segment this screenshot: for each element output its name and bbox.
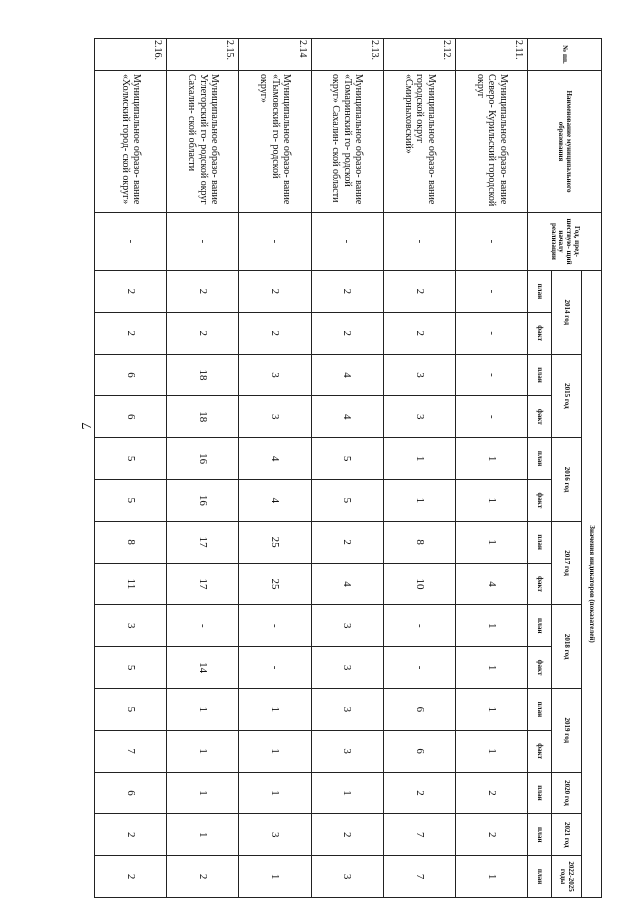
- indicator-value: 14: [167, 647, 239, 689]
- header-name: Наименование муниципального образования: [528, 71, 602, 213]
- indicator-value: 8: [383, 521, 455, 563]
- indicator-value: 3: [239, 354, 311, 396]
- indicator-value: -: [383, 605, 455, 647]
- indicator-value: 3: [311, 647, 383, 689]
- indicator-value: 1: [383, 479, 455, 521]
- indicator-value: 3: [95, 605, 167, 647]
- indicator-value: 1: [167, 730, 239, 772]
- indicator-value: 6: [383, 688, 455, 730]
- indicator-value: 25: [239, 563, 311, 605]
- indicator-value: 3: [383, 354, 455, 396]
- indicator-value: 1: [239, 688, 311, 730]
- indicator-value: 18: [167, 354, 239, 396]
- header-year: 2017 год: [552, 521, 582, 605]
- base-year-value: -: [95, 213, 167, 271]
- indicator-value: 1: [455, 438, 527, 480]
- indicator-value: 17: [167, 563, 239, 605]
- indicator-value: 2: [239, 271, 311, 313]
- indicators-table: [94, 38, 602, 898]
- header-plan: план: [528, 772, 552, 814]
- indicator-value: 2: [95, 271, 167, 313]
- header-year: 2014 год: [552, 271, 582, 355]
- table-row: [239, 39, 311, 898]
- indicator-value: 16: [167, 479, 239, 521]
- indicator-value: 1: [455, 856, 527, 898]
- table-row: [383, 39, 455, 898]
- indicator-value: 3: [311, 688, 383, 730]
- indicator-value: 2: [311, 271, 383, 313]
- indicator-value: 5: [311, 438, 383, 480]
- indicator-value: 1: [167, 688, 239, 730]
- indicator-value: 4: [311, 396, 383, 438]
- indicator-value: 3: [311, 730, 383, 772]
- indicator-value: 18: [167, 396, 239, 438]
- row-number: 2.14: [239, 39, 311, 71]
- indicator-value: 1: [455, 479, 527, 521]
- indicator-value: 11: [95, 563, 167, 605]
- header-plan-year: 2021 год: [552, 814, 582, 856]
- indicator-value: 25: [239, 521, 311, 563]
- indicator-value: -: [239, 605, 311, 647]
- header-plan: план: [528, 814, 552, 856]
- header-plan: план: [528, 688, 552, 730]
- indicator-value: 4: [311, 354, 383, 396]
- indicator-value: 1: [455, 521, 527, 563]
- indicator-value: 2: [95, 814, 167, 856]
- indicator-value: 6: [95, 772, 167, 814]
- indicator-value: -: [167, 605, 239, 647]
- header-plan: план: [528, 856, 552, 898]
- indicator-value: 1: [239, 772, 311, 814]
- header-plan: план: [528, 271, 552, 313]
- header-num: № пп.: [528, 39, 602, 71]
- row-number: 2.15.: [167, 39, 239, 71]
- header-fact: факт: [528, 647, 552, 689]
- row-number: 2.13.: [311, 39, 383, 71]
- indicator-value: 2: [455, 814, 527, 856]
- indicator-value: 3: [239, 396, 311, 438]
- indicator-value: 7: [383, 814, 455, 856]
- indicator-value: 17: [167, 521, 239, 563]
- indicator-value: 3: [311, 856, 383, 898]
- indicator-value: -: [455, 354, 527, 396]
- header-year: 2015 год: [552, 354, 582, 438]
- indicator-value: 4: [239, 438, 311, 480]
- municipality-name: Муниципальное образо- вание Северо- Курильский городской округ: [455, 71, 527, 213]
- indicator-value: -: [239, 647, 311, 689]
- header-plan: план: [528, 521, 552, 563]
- table-row: [455, 39, 527, 898]
- indicator-value: 7: [95, 730, 167, 772]
- indicator-value: 5: [95, 647, 167, 689]
- indicator-value: -: [455, 271, 527, 313]
- table-row: [167, 39, 239, 898]
- indicator-value: 2: [311, 521, 383, 563]
- base-year-value: -: [239, 213, 311, 271]
- indicator-value: 2: [239, 312, 311, 354]
- indicator-value: 2: [383, 312, 455, 354]
- indicator-value: 6: [383, 730, 455, 772]
- indicators-table-rotated: [94, 38, 602, 898]
- header-fact: факт: [528, 730, 552, 772]
- indicator-value: 2: [167, 271, 239, 313]
- indicator-value: 5: [95, 479, 167, 521]
- indicator-value: 4: [311, 563, 383, 605]
- header-fact: факт: [528, 479, 552, 521]
- indicator-value: 4: [455, 563, 527, 605]
- indicator-value: 4: [239, 479, 311, 521]
- header-indicators: Значения индикаторов (показателей): [582, 271, 602, 898]
- header-fact: факт: [528, 563, 552, 605]
- indicator-value: 2: [455, 772, 527, 814]
- indicator-value: 1: [455, 730, 527, 772]
- header-base-year: Год, пред- шествую- щий началу реализации: [528, 213, 602, 271]
- indicator-value: 3: [383, 396, 455, 438]
- header-fact: факт: [528, 312, 552, 354]
- indicator-value: 5: [311, 479, 383, 521]
- base-year-value: -: [455, 213, 527, 271]
- indicator-value: 6: [95, 396, 167, 438]
- table-row: [95, 39, 167, 898]
- indicator-value: -: [383, 647, 455, 689]
- indicator-value: 3: [239, 814, 311, 856]
- header-year: 2016 год: [552, 438, 582, 522]
- indicator-value: 1: [383, 438, 455, 480]
- municipality-name: Муниципальное образо- вание Углегорский го- родской округ Сахалин- ской области: [167, 71, 239, 213]
- base-year-value: -: [311, 213, 383, 271]
- indicator-value: 3: [311, 605, 383, 647]
- indicator-value: 2: [383, 271, 455, 313]
- indicator-value: 16: [167, 438, 239, 480]
- header-plan-year: 2022-2025 годы: [552, 856, 582, 898]
- row-number: 2.11.: [455, 39, 527, 71]
- indicator-value: 5: [95, 688, 167, 730]
- indicator-value: 2: [95, 856, 167, 898]
- row-number: 2.16.: [95, 39, 167, 71]
- indicator-value: -: [455, 396, 527, 438]
- header-year: 2018 год: [552, 605, 582, 689]
- header-plan: план: [528, 354, 552, 396]
- header-plan-year: 2020 год: [552, 772, 582, 814]
- table-row: [311, 39, 383, 898]
- indicator-value: 2: [311, 814, 383, 856]
- base-year-value: -: [167, 213, 239, 271]
- indicator-value: 2: [383, 772, 455, 814]
- indicator-value: 2: [167, 856, 239, 898]
- indicator-value: 1: [167, 814, 239, 856]
- indicator-value: 5: [95, 438, 167, 480]
- indicator-value: 6: [95, 354, 167, 396]
- indicator-value: 2: [167, 312, 239, 354]
- indicator-value: 1: [239, 856, 311, 898]
- header-plan: план: [528, 438, 552, 480]
- indicator-value: 1: [311, 772, 383, 814]
- base-year-value: -: [383, 213, 455, 271]
- page-number: 7: [80, 422, 95, 430]
- municipality-name: Муниципальное образо- вание «Холмский город- ской округ»: [95, 71, 167, 213]
- row-number: 2.12.: [383, 39, 455, 71]
- indicator-value: 8: [95, 521, 167, 563]
- indicator-value: 1: [455, 647, 527, 689]
- indicator-value: 1: [455, 605, 527, 647]
- header-fact: факт: [528, 396, 552, 438]
- header-plan: план: [528, 605, 552, 647]
- indicator-value: 1: [455, 688, 527, 730]
- municipality-name: Муниципальное образо- вание «Тымовский го- родской округ»: [239, 71, 311, 213]
- indicator-value: 1: [239, 730, 311, 772]
- indicator-value: -: [455, 312, 527, 354]
- indicator-value: 7: [383, 856, 455, 898]
- indicator-value: 2: [311, 312, 383, 354]
- indicator-value: 2: [95, 312, 167, 354]
- municipality-name: Муниципальное образо- вание «Томаринский го- родской округ» Сахалин- ской области: [311, 71, 383, 213]
- indicator-value: 1: [167, 772, 239, 814]
- municipality-name: Муниципальное образо- вание городской округ «Смирныховский»: [383, 71, 455, 213]
- indicator-value: 10: [383, 563, 455, 605]
- header-year: 2019 год: [552, 688, 582, 772]
